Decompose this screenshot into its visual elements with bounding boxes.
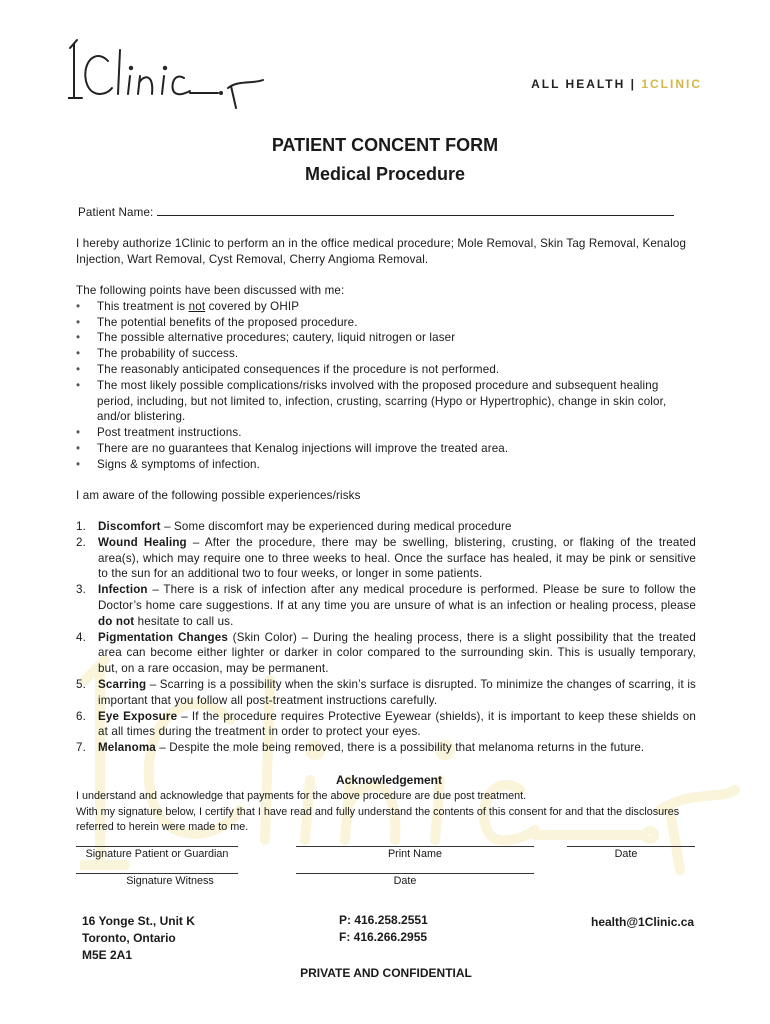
risk-number: 5. (76, 677, 86, 691)
acknowledgement-title: Acknowledgement (335, 773, 443, 787)
clinic-logo (68, 36, 268, 111)
risk-number: 7. (76, 741, 86, 755)
ack-line: With my signature below, I certify that I have read and fully understand the contents of this consent for and that the disclosures referred to herein were made to me. (76, 805, 680, 833)
header-tagline (531, 77, 702, 91)
footer-email[interactable]: health@1Clinic.ca (591, 915, 695, 929)
risk-text: – If the procedure requires Protective Eyewear (shields), it is important to keep these shields on at all times during the treatment in order to protect your eyes. (98, 709, 696, 739)
list-item (76, 677, 696, 709)
list-item (76, 535, 696, 582)
risk-text: – After the procedure, there may be swelling, blistering, crusting, or flaking of the treated area(s), which may require one to three weeks to heal. Once the surface has healed, it may be pink or sensitive to the sun for an additional two to four weeks, or longer in some patients. (98, 535, 697, 581)
signature-patient-label: Signature Patient or Guardian (85, 848, 229, 860)
date-label-2: Date (393, 875, 417, 887)
risk-emphasis: do not (98, 614, 135, 628)
list-item (76, 299, 696, 315)
list-item (76, 740, 696, 756)
risk-term: Discomfort (98, 520, 161, 533)
risk-term: Wound Healing (98, 535, 187, 549)
footer-address (82, 913, 195, 964)
signature-witness-label: Signature Witness (126, 875, 214, 887)
patient-name-label: Patient Name: (78, 206, 154, 219)
risk-number: 1. (76, 520, 86, 533)
tagline-brand: 1CLINIC (641, 77, 702, 91)
list-item (76, 582, 696, 629)
list-item: • There are no guarantees that Kenalog injections will improve the treated area. (76, 441, 696, 457)
risk-term: Eye Exposure (98, 709, 178, 723)
risk-number: 6. (76, 709, 86, 723)
phone-number: P: 416.258.2551 (339, 913, 428, 927)
point-underlined-text: not (188, 299, 206, 313)
confidential-notice: PRIVATE AND CONFIDENTIAL (300, 966, 472, 980)
list-item (76, 630, 696, 677)
print-name-line[interactable] (296, 846, 534, 847)
risk-number: 3. (76, 583, 86, 597)
patient-name-row (78, 205, 674, 221)
fax-number: F: 416.266.2955 (339, 930, 428, 944)
risk-number: 2. (76, 535, 86, 549)
risk-text: – Scarring is a possibility when the skin’s surface is disrupted. To minimize the changes of scarring, it is important that you follow all post-treatment instructions carefully. (98, 677, 696, 707)
footer-contact (339, 912, 428, 946)
risk-number: 4. (76, 630, 86, 644)
list-item: • Signs & symptoms of infection. (76, 457, 696, 473)
list-item: • Post treatment instructions. (76, 425, 696, 441)
address-line: Toronto, Ontario (82, 931, 176, 945)
signature-patient-line[interactable] (76, 846, 238, 847)
risks-intro: I am aware of the following possible experiences/risks (76, 489, 361, 502)
list-item: • The reasonably anticipated consequences if the procedure is not performed. (76, 362, 696, 378)
tagline-all-health: ALL HEALTH | (531, 77, 642, 91)
acknowledgement-text (76, 789, 696, 836)
form-subtitle: Medical Procedure (304, 164, 466, 184)
patient-name-field[interactable] (157, 205, 674, 216)
risk-term: Pigmentation Changes (98, 630, 228, 644)
point-text: covered by OHIP (205, 299, 300, 313)
list-item: • The probability of success. (76, 346, 696, 362)
list-item: • The potential benefits of the proposed procedure. (76, 315, 696, 331)
list-item: • The possible alternative procedures; cautery, liquid nitrogen or laser (76, 330, 696, 346)
list-item (76, 519, 696, 535)
address-line: 16 Yonge St., Unit K (82, 914, 195, 928)
risk-text: (Skin Color) – During the healing process, there is a slight possibility that the treated area can become either lighter or darker in color compared to the surrounding skin. This is usually temporary, but, on a rare occasion, may be permanent. (98, 630, 696, 676)
date-line-2[interactable] (296, 873, 534, 874)
risk-term: Infection (98, 583, 148, 597)
point-text: This treatment is (97, 299, 189, 313)
risk-text: – Some discomfort may be experienced during medical procedure (160, 520, 512, 533)
list-item: • The most likely possible complications/risks involved with the proposed procedure and subsequent healing period, including, but not limited to, infection, crusting, scarring (Hypo or Hypertrophic), change in skin color, and/or blistering. (76, 378, 696, 425)
risk-term: Melanoma (98, 741, 156, 755)
print-name-label: Print Name (387, 848, 442, 860)
risks-list (76, 519, 696, 756)
risk-text: hesitate to call us. (134, 614, 234, 628)
points-list (76, 299, 696, 473)
address-line: M5E 2A1 (82, 948, 133, 962)
risk-text: – There is a risk of infection after any medical procedure is performed. Please be sure to follow the Doctor’s home care suggestions. If at any time you are unsure of what is an infection or healing process, please (98, 583, 696, 612)
date-line-1[interactable] (567, 846, 695, 847)
date-label-1: Date (614, 848, 638, 860)
points-section (76, 283, 696, 473)
signature-witness-line[interactable] (76, 873, 238, 874)
points-intro: The following points have been discussed with me: (76, 284, 345, 297)
risks-section (76, 519, 696, 756)
risk-term: Scarring (98, 677, 147, 691)
ack-line: I understand and acknowledge that payments for the above procedure are due post treatment. (76, 790, 527, 802)
list-item (76, 709, 696, 741)
risk-text: – Despite the mole being removed, there is a possibility that melanoma returns in the future. (155, 741, 645, 755)
form-title: PATIENT CONCENT FORM (271, 135, 499, 155)
authorize-paragraph: I hereby authorize 1Clinic to perform an in the office medical procedure; Mole Removal, Skin Tag Removal, Kenalog Injection, Wart Removal, Cyst Removal, Cherry Angioma Removal. (76, 237, 687, 266)
